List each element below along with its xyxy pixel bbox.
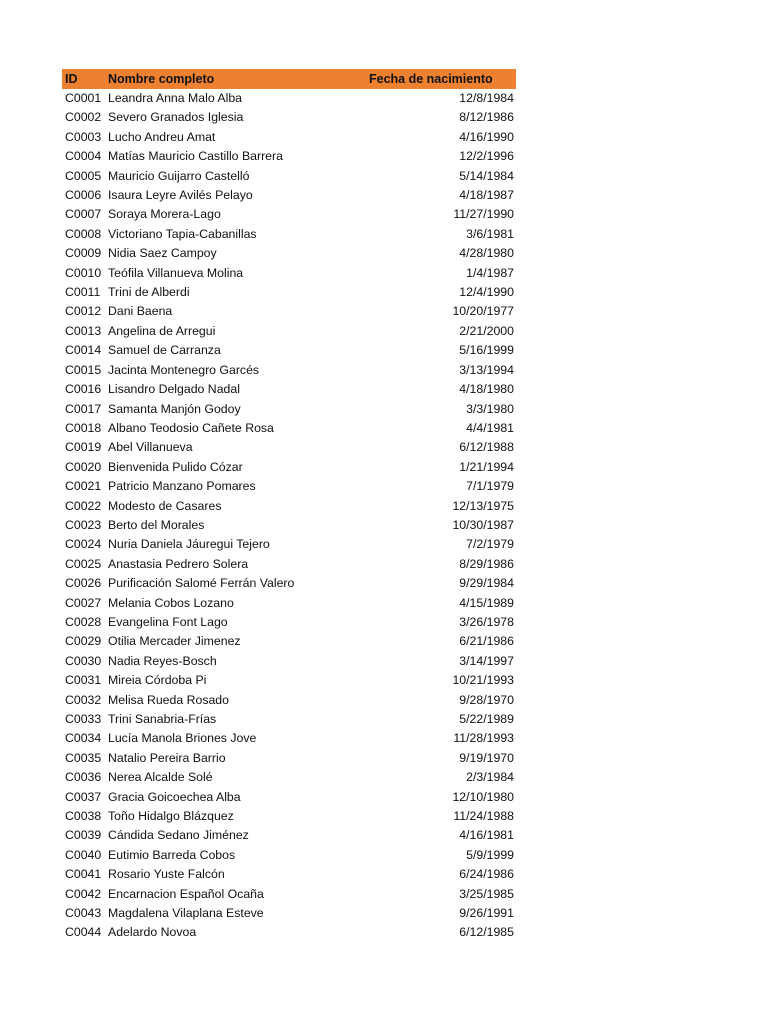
cell-date: 11/27/1990: [453, 207, 514, 222]
cell-id: C0009: [65, 246, 102, 261]
cell-date: 5/16/1999: [459, 343, 514, 358]
spreadsheet: [62, 69, 516, 943]
cell-id: C0010: [65, 265, 102, 280]
cell-name: Nerea Alcalde Solé: [108, 770, 213, 785]
cell-id: C0044: [65, 925, 102, 940]
cell-id: C0030: [65, 653, 102, 668]
cell-date: 6/21/1986: [459, 634, 514, 649]
cell-date: 5/22/1989: [459, 712, 514, 726]
cell-id: C0043: [65, 906, 102, 921]
cell-name: Mireia Córdoba Pi: [108, 673, 207, 688]
cell-date: 12/13/1975: [452, 498, 514, 513]
cell-name: Mauricio Guijarro Castelló: [108, 168, 250, 183]
cell-date: 9/19/1970: [459, 750, 514, 765]
cell-date: 10/21/1993: [452, 673, 514, 688]
table-row: [62, 477, 516, 496]
cell-id: C0014: [65, 343, 102, 358]
cell-date: 6/24/1986: [459, 867, 514, 882]
table-row: [62, 167, 516, 186]
table-row: [62, 147, 516, 166]
cell-id: C0024: [65, 537, 102, 552]
cell-id: C0006: [65, 188, 102, 203]
table-row: [62, 205, 516, 224]
cell-id: C0021: [65, 479, 102, 494]
cell-name: Lucho Andreu Amat: [108, 129, 216, 144]
cell-name: Matías Mauricio Castillo Barrera: [108, 149, 283, 164]
cell-id: C0004: [65, 149, 102, 164]
cell-date: 3/13/1994: [459, 362, 514, 377]
cell-id: C0025: [65, 556, 102, 571]
table-row: [62, 322, 516, 341]
header-row: [62, 69, 516, 89]
table-row: [62, 458, 516, 477]
cell-id: C0029: [65, 634, 102, 649]
cell-date: 1/4/1987: [466, 265, 514, 280]
cell-name: Modesto de Casares: [108, 498, 222, 513]
header-name: Nombre completo: [108, 72, 215, 86]
cell-date: 4/16/1981: [459, 828, 514, 843]
cell-date: 6/12/1985: [459, 925, 514, 940]
cell-name: Trini de Alberdi: [108, 285, 190, 300]
table-row: [62, 807, 516, 826]
cell-date: 4/28/1980: [459, 246, 514, 261]
cell-name: Magdalena Vilaplana Esteve: [108, 906, 264, 921]
cell-name: Samanta Manjón Godoy: [108, 401, 241, 416]
cell-id: C0022: [65, 498, 102, 513]
table-row: [62, 186, 516, 205]
cell-id: C0036: [65, 770, 102, 785]
cell-date: 3/26/1978: [459, 614, 514, 629]
table-row: [62, 361, 516, 380]
cell-date: 10/20/1977: [452, 304, 514, 319]
table-row: [62, 710, 516, 729]
cell-name: Evangelina Font Lago: [108, 614, 228, 629]
cell-date: 12/2/1996: [459, 149, 514, 164]
table-row: [62, 108, 516, 127]
cell-name: Dani Baena: [108, 304, 173, 319]
cell-name: Nadia Reyes-Bosch: [108, 653, 217, 668]
cell-id: C0018: [65, 420, 102, 435]
table-row: [62, 749, 516, 768]
cell-date: 3/14/1997: [459, 653, 514, 668]
cell-id: C0032: [65, 692, 102, 707]
cell-id: C0015: [65, 362, 102, 377]
table-row: [62, 594, 516, 613]
table-row: [62, 497, 516, 516]
cell-id: C0031: [65, 673, 102, 688]
cell-name: Cándida Sedano Jiménez: [108, 828, 249, 843]
cell-date: 5/14/1984: [459, 168, 514, 183]
cell-date: 4/4/1981: [466, 420, 514, 435]
cell-name: Abel Villanueva: [108, 440, 193, 455]
table-row: [62, 302, 516, 321]
cell-date: 4/18/1987: [459, 188, 514, 203]
cell-date: 7/2/1979: [466, 537, 514, 552]
cell-name: Severo Granados Iglesia: [108, 110, 244, 125]
table-row: [62, 400, 516, 419]
cell-id: C0039: [65, 828, 102, 843]
table-row: [62, 419, 516, 438]
table-row: [62, 128, 516, 147]
cell-name: Gracia Goicoechea Alba: [108, 789, 241, 804]
cell-name: Patricio Manzano Pomares: [108, 479, 256, 494]
cell-date: 4/15/1989: [459, 595, 514, 610]
cell-date: 5/9/1999: [466, 847, 514, 862]
cell-id: C0035: [65, 750, 102, 765]
table-row: [62, 341, 516, 360]
table-row: [62, 632, 516, 651]
cell-date: 6/12/1988: [459, 440, 514, 455]
cell-name: Lucía Manola Briones Jove: [108, 731, 257, 746]
table-row: [62, 768, 516, 787]
cell-id: C0002: [65, 110, 102, 125]
cell-date: 10/30/1987: [452, 517, 514, 532]
cell-name: Teófila Villanueva Molina: [108, 265, 244, 280]
cell-date: 12/10/1980: [452, 789, 514, 804]
table-row: [62, 264, 516, 283]
cell-id: C0016: [65, 382, 102, 397]
cell-id: C0038: [65, 809, 102, 824]
cell-name: Lisandro Delgado Nadal: [108, 382, 240, 397]
table-row: [62, 438, 516, 457]
cell-name: Melania Cobos Lozano: [108, 595, 234, 610]
cell-name: Isaura Leyre Avilés Pelayo: [108, 188, 253, 203]
table-row: [62, 535, 516, 554]
cell-id: C0040: [65, 847, 102, 862]
cell-date: 8/29/1986: [459, 556, 514, 571]
table-row: [62, 671, 516, 690]
cell-name: Victoriano Tapia-Cabanillas: [108, 226, 257, 241]
data-table: [62, 69, 516, 943]
cell-date: 9/29/1984: [459, 576, 514, 591]
cell-id: C0017: [65, 401, 102, 416]
cell-id: C0003: [65, 129, 102, 144]
cell-id: C0012: [65, 304, 102, 319]
cell-id: C0008: [65, 226, 102, 241]
cell-name: Soraya Morera-Lago: [108, 207, 221, 222]
cell-date: 9/28/1970: [459, 692, 514, 707]
cell-date: 7/1/1979: [466, 479, 514, 494]
cell-date: 1/21/1994: [459, 459, 514, 474]
table-row: [62, 89, 516, 108]
cell-id: C0013: [65, 323, 102, 338]
cell-name: Otilia Mercader Jimenez: [108, 634, 241, 649]
cell-id: C0011: [65, 285, 101, 300]
cell-date: 12/8/1984: [459, 91, 514, 105]
table-row: [62, 574, 516, 593]
table-row: [62, 885, 516, 904]
cell-name: Rosario Yuste Falcón: [108, 867, 225, 882]
cell-date: 9/26/1991: [459, 906, 514, 921]
cell-id: C0042: [65, 886, 102, 901]
table-row: [62, 244, 516, 263]
table-row: [62, 729, 516, 748]
cell-id: C0027: [65, 595, 102, 610]
cell-id: C0007: [65, 207, 102, 222]
cell-date: 3/6/1981: [466, 226, 514, 241]
cell-id: C0023: [65, 517, 102, 532]
cell-name: Anastasia Pedrero Solera: [108, 556, 249, 571]
cell-id: C0041: [65, 867, 102, 882]
table-row: [62, 923, 516, 942]
cell-name: Berto del Morales: [108, 517, 205, 532]
cell-name: Trini Sanabria-Frías: [108, 712, 217, 726]
table-row: [62, 555, 516, 574]
table-row: [62, 516, 516, 535]
cell-name: Encarnacion Español Ocaña: [108, 886, 264, 901]
cell-name: Angelina de Arregui: [108, 323, 216, 338]
cell-date: 11/28/1993: [453, 731, 514, 746]
cell-date: 2/21/2000: [459, 323, 514, 338]
cell-date: 3/25/1985: [459, 886, 514, 901]
cell-date: 2/3/1984: [466, 770, 514, 785]
cell-date: 8/12/1986: [459, 110, 514, 125]
cell-name: Bienvenida Pulido Cózar: [108, 459, 243, 474]
cell-date: 12/4/1990: [459, 285, 514, 300]
table-row: [62, 225, 516, 244]
table-row: [62, 865, 516, 884]
cell-name: Toño Hidalgo Blázquez: [108, 809, 234, 824]
table-row: [62, 691, 516, 710]
cell-id: C0001: [65, 91, 102, 105]
table-body: [62, 89, 516, 943]
table-row: [62, 904, 516, 923]
header-id: ID: [65, 72, 78, 86]
cell-id: C0020: [65, 459, 102, 474]
cell-date: 11/24/1988: [453, 809, 514, 824]
cell-id: C0034: [65, 731, 102, 746]
cell-name: Melisa Rueda Rosado: [108, 692, 229, 707]
table-row: [62, 613, 516, 632]
cell-name: Nidia Saez Campoy: [108, 246, 217, 261]
table-row: [62, 283, 516, 302]
cell-id: C0033: [65, 712, 102, 726]
cell-date: 3/3/1980: [466, 401, 514, 416]
table-row: [62, 380, 516, 399]
cell-date: 4/16/1990: [459, 129, 514, 144]
cell-name: Purificación Salomé Ferrán Valero: [108, 576, 295, 591]
table-row: [62, 652, 516, 671]
cell-id: C0028: [65, 614, 102, 629]
header-date: Fecha de nacimiento: [369, 72, 493, 86]
table-row: [62, 826, 516, 845]
cell-name: Eutimio Barreda Cobos: [108, 847, 236, 862]
cell-name: Nuria Daniela Jáuregui Tejero: [108, 537, 270, 552]
cell-name: Adelardo Novoa: [108, 925, 197, 940]
cell-name: Albano Teodosio Cañete Rosa: [108, 420, 274, 435]
cell-id: C0037: [65, 789, 102, 804]
table-row: [62, 846, 516, 865]
cell-id: C0026: [65, 576, 102, 591]
cell-name: Natalio Pereira Barrio: [108, 750, 226, 765]
cell-name: Samuel de Carranza: [108, 343, 221, 358]
cell-id: C0005: [65, 168, 102, 183]
cell-name: Leandra Anna Malo Alba: [108, 91, 243, 105]
cell-name: Jacinta Montenegro Garcés: [108, 362, 260, 377]
cell-date: 4/18/1980: [459, 382, 514, 397]
cell-id: C0019: [65, 440, 102, 455]
table-row: [62, 788, 516, 807]
